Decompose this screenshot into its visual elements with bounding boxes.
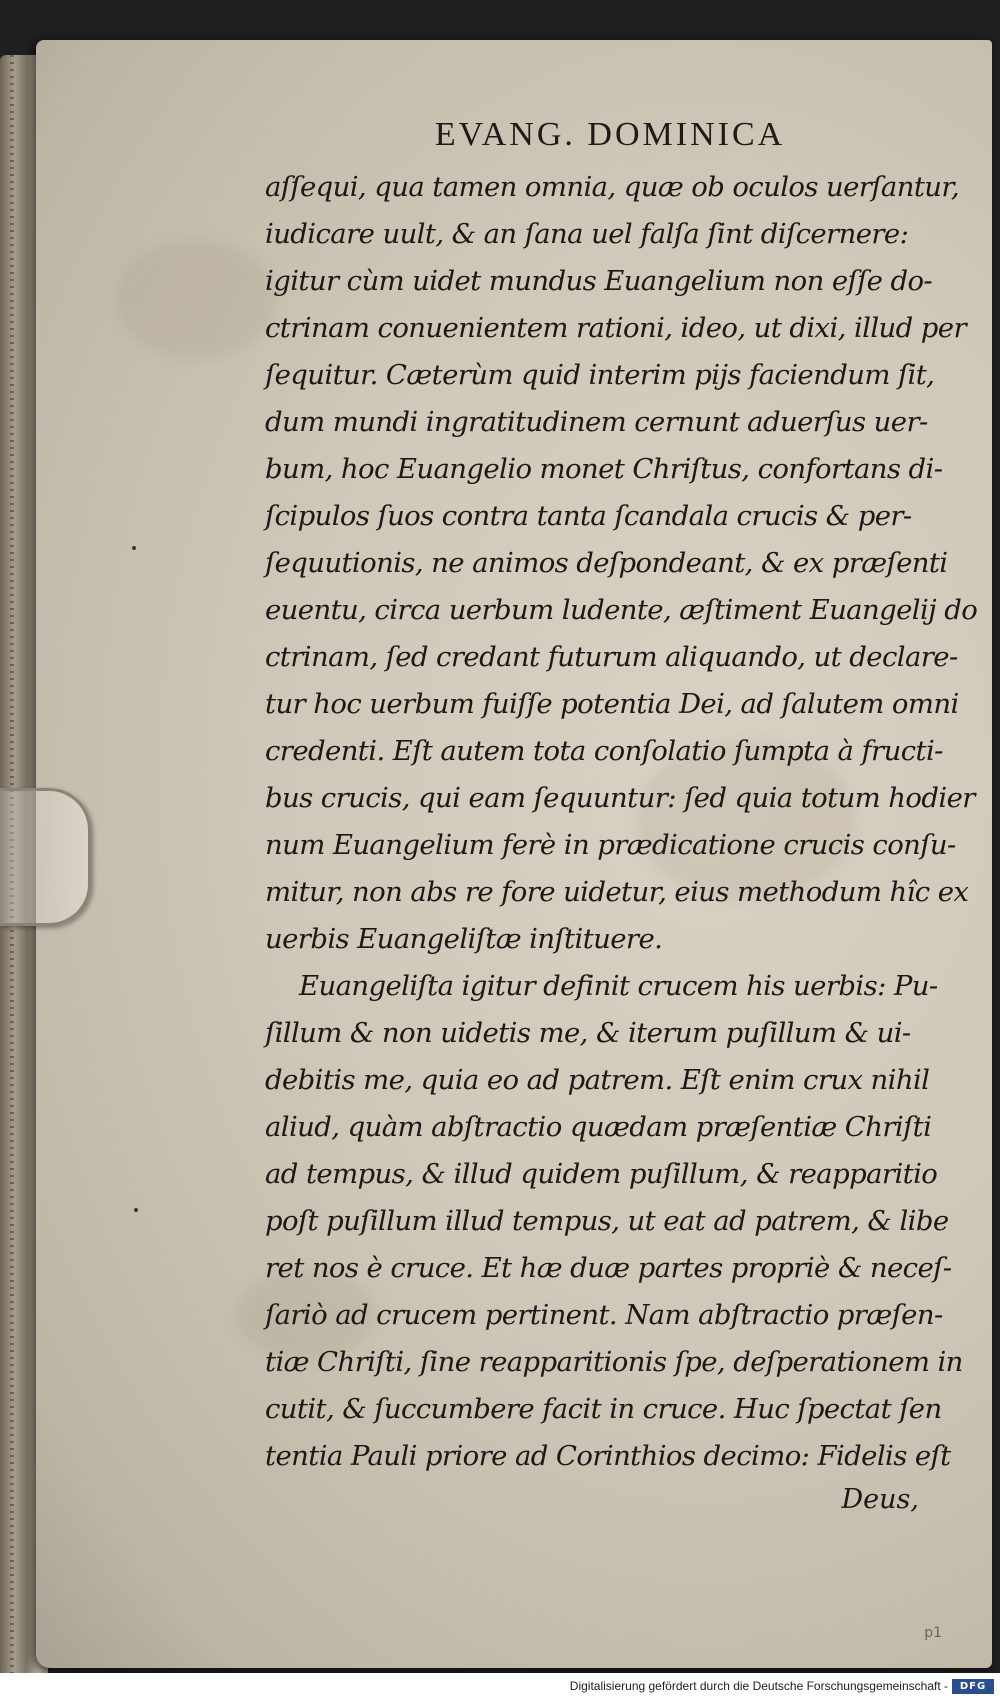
text-line: ctrinam, ſed credant futurum aliquando, ut declare- bbox=[265, 641, 958, 673]
running-head: EVANG. DOMINICA bbox=[434, 116, 786, 153]
text-line: ſequutionis, ne animos deſpondeant, & ex præſenti bbox=[265, 547, 948, 579]
text-line: credenti. Eſt autem tota conſolatio ſumpta à fructi- bbox=[265, 735, 943, 767]
page-text bbox=[265, 116, 978, 1520]
catchword: Deus, bbox=[841, 1484, 919, 1515]
text-line: Euangeliſta igitur definit crucem his uerbis: Pu- bbox=[299, 970, 938, 1002]
text-line: euentu, circa uerbum ludente, æſtiment Euangelij do bbox=[265, 594, 978, 626]
text-line: aſſequi, qua tamen omnia, quæ ob oculos uerſantur, bbox=[265, 171, 960, 203]
text-line: tur hoc uerbum fuiſſe potentia Dei, ad ſalutem omni bbox=[265, 688, 959, 720]
page-mark: p1 bbox=[924, 1625, 942, 1641]
text-line: ctrinam conuenientem rationi, ideo, ut dixi, illud per bbox=[265, 312, 967, 344]
funding-credit: Digitalisierung gefördert durch die Deutsche Forschungsgemeinschaft - bbox=[569, 1679, 948, 1693]
text-line: num Euangelium ferè in prædicatione crucis conſu- bbox=[265, 829, 956, 861]
text-line: bum, hoc Euangelio monet Chriſtus, confortans di- bbox=[265, 453, 943, 485]
text-line: ſequitur. Cæterùm quid interim pijs faciendum ſit, bbox=[265, 359, 935, 391]
text-line: ſcipulos ſuos contra tanta ſcandala crucis & per- bbox=[265, 500, 912, 532]
text-line: bus crucis, qui eam ſequuntur: ſed quia totum hodier bbox=[265, 782, 975, 814]
text-line: aliud, quàm abſtractio quædam præſentiæ Chriſti bbox=[265, 1111, 932, 1143]
ink-speck bbox=[134, 1208, 138, 1212]
ink-speck bbox=[132, 546, 136, 550]
text-line: mitur, non abs re fore uidetur, eius methodum hîc ex bbox=[265, 876, 969, 908]
text-line: dum mundi ingratitudinem cernunt aduerſus uer- bbox=[265, 406, 928, 438]
text-line: tiæ Chriſti, ſine reapparitionis ſpe, deſperationem in bbox=[265, 1346, 963, 1378]
credit-footer bbox=[0, 1673, 1000, 1699]
text-line: uerbis Euangeliſtæ inſtituere. bbox=[265, 923, 663, 955]
text-line: ſillum & non uidetis me, & iterum puſillum & ui- bbox=[265, 1017, 911, 1049]
page-stain bbox=[116, 240, 276, 360]
text-line: poſt puſillum illud tempus, ut eat ad patrem, & libe bbox=[265, 1205, 949, 1237]
text-line: igitur cùm uidet mundus Euangelium non eſſe do- bbox=[265, 265, 933, 297]
text-line: debitis me, quia eo ad patrem. Eſt enim crux nihil bbox=[265, 1064, 930, 1096]
text-line: ret nos è cruce. Et hæ duæ partes propriè & neceſ- bbox=[265, 1252, 952, 1284]
text-line: ſariò ad crucem pertinent. Nam abſtractio præſen- bbox=[265, 1299, 943, 1331]
dfg-logo: DFG bbox=[952, 1679, 994, 1694]
text-line: cutit, & ſuccumbere facit in cruce. Huc ſpectat ſen bbox=[265, 1393, 942, 1425]
text-line: tentia Pauli priore ad Corinthios decimo: Fidelis eſt bbox=[265, 1440, 951, 1472]
page-clip bbox=[0, 788, 91, 926]
text-line: ad tempus, & illud quidem puſillum, & reapparitio bbox=[265, 1158, 938, 1190]
text-line: iudicare uult, & an ſana uel falſa ſint diſcernere: bbox=[265, 218, 909, 250]
